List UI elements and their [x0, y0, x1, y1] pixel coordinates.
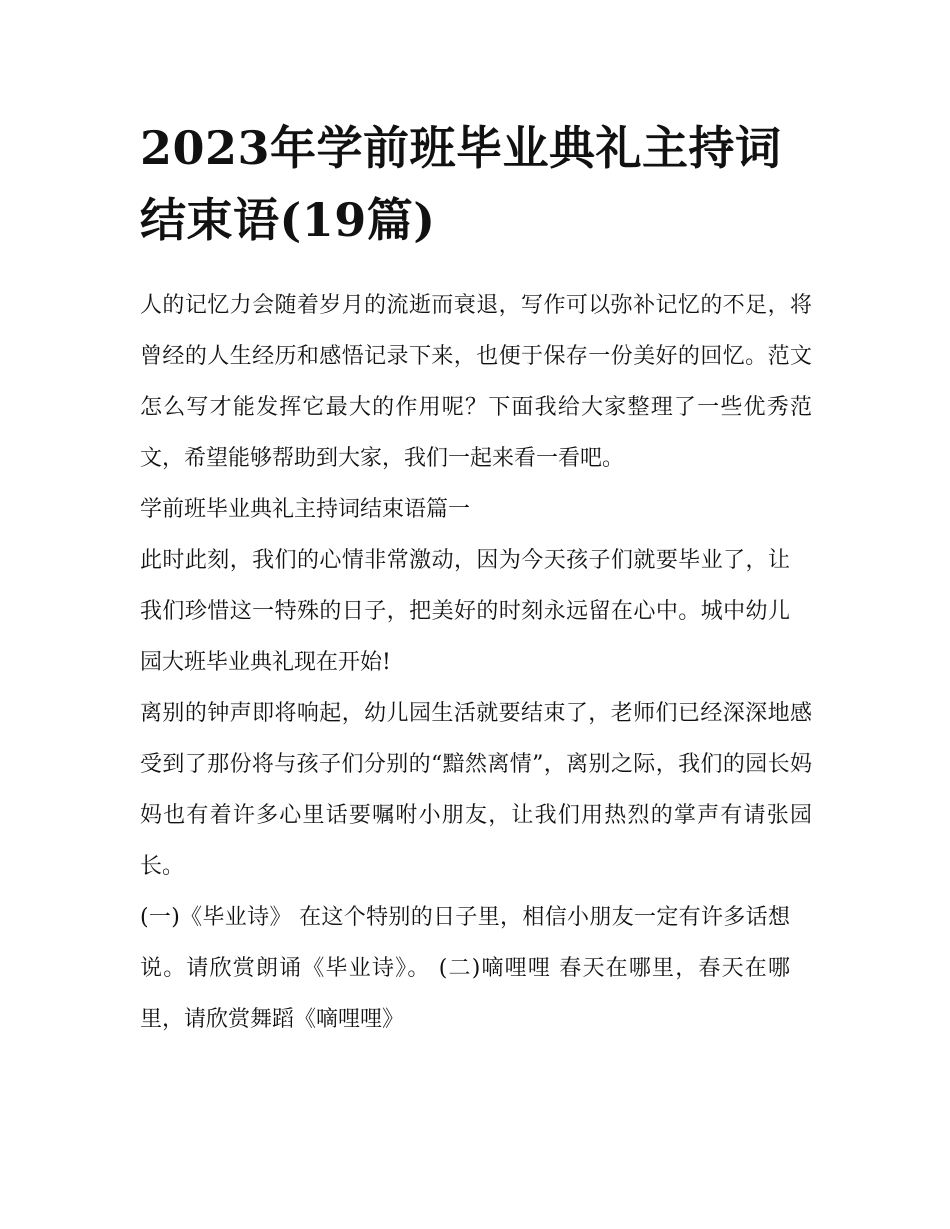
body-paragraph-3: (一)《毕业诗》 在这个特别的日子里，相信小朋友一定有许多话想说。请欣赏朗诵《毕业诗》。 (二)嘀哩哩 春天在哪里，春天在哪里，请欣赏舞蹈《嘀哩哩》	[140, 905, 790, 1032]
intro-paragraph: 人的记忆力会随着岁月的流逝而衰退，写作可以弥补记忆的不足，将曾经的人生经历和感悟记录下来，也便于保存一份美好的回忆。范文怎么写才能发挥它最大的作用呢？下面我给大家整理了一些优秀范文，希望能够帮助到大家，我们一起来看一看吧。	[140, 293, 812, 471]
document-page	[140, 112, 812, 1045]
body-paragraph-1: 此时此刻，我们的心情非常激动，因为今天孩子们就要毕业了，让我们珍惜这一特殊的日子，把美好的时刻永远留在心中。城中幼儿园大班毕业典礼现在开始!	[140, 548, 790, 675]
document-title: 2023年学前班毕业典礼主持词结束语(19篇)	[140, 121, 782, 247]
section-heading: 学前班毕业典礼主持词结束语篇一	[140, 497, 471, 522]
body-paragraph-2: 离别的钟声即将响起，幼儿园生活就要结束了，老师们已经深深地感受到了那份将与孩子们分别的“黯然离情”，离别之际，我们的园长妈妈也有着许多心里话要嘱咐小朋友，让我们用热烈的掌声有请张园长。	[140, 701, 812, 879]
